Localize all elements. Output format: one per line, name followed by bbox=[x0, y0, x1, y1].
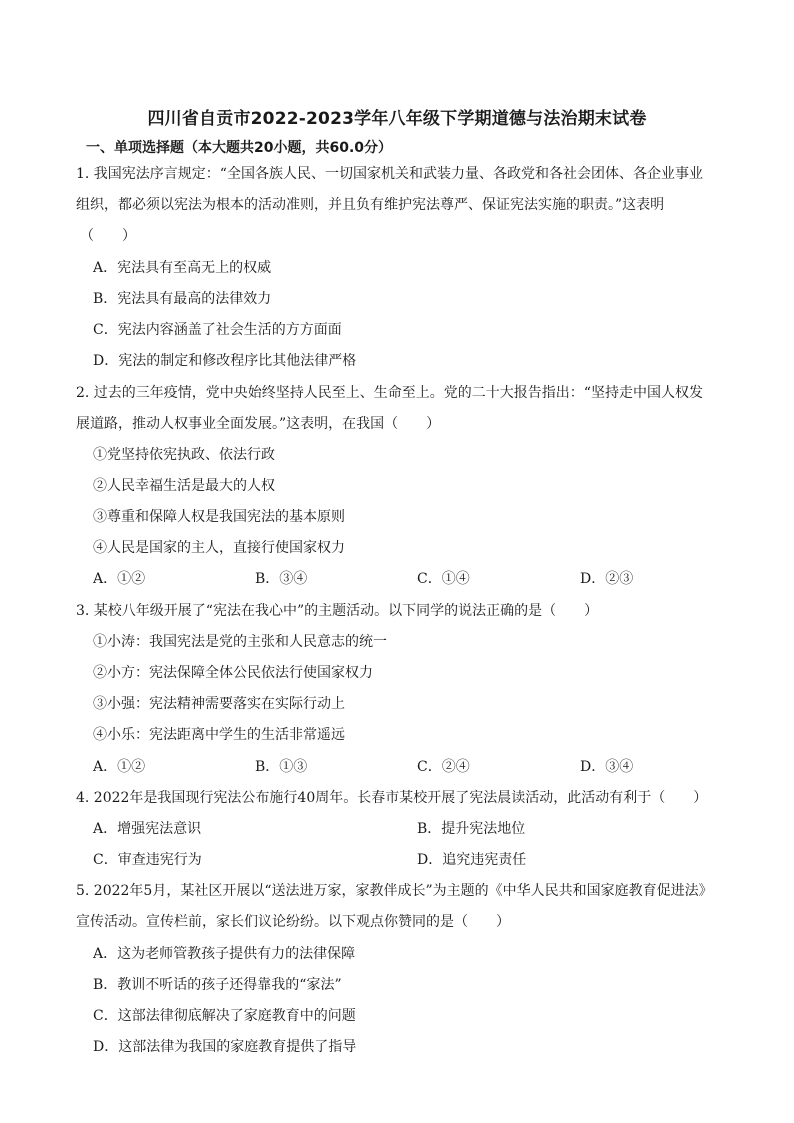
question-3-statement-2: ②小方：宪法保障全体公民依法行使国家权力 bbox=[93, 665, 373, 681]
question-2-statement-4: ④人民是国家的主人，直接行使国家权力 bbox=[93, 540, 345, 556]
question-5-stem-line1: 5. 2022年5月，某社区开展以“送法进万家，家教伴成长”为主题的《中华人民共和国家庭教育促进法》 bbox=[76, 883, 713, 899]
question-1-stem-line1: 1. 我国宪法序言规定：“全国各族人民、一切国家机关和武装力量、各政党和各社会团体、各企业事业 bbox=[76, 166, 703, 182]
question-1-stem-line2: 组织，都必须以宪法为根本的活动准则，并且负有维护宪法尊严、保证宪法实施的职责。”这表明 bbox=[76, 197, 665, 213]
question-2-stem-line1: 2. 过去的三年疫情，党中央始终坚持人民至上、生命至上。党的二十大报告指出：“坚持走中国人权发 bbox=[76, 385, 703, 401]
question-5-option-a: A．这为老师管教孩子提供有力的法律保障 bbox=[93, 946, 356, 962]
question-2-option-b: B．③④ bbox=[255, 571, 308, 587]
question-3-statement-1: ①小涛：我国宪法是党的主张和人民意志的统一 bbox=[93, 634, 387, 650]
question-2-stem-line2: 展道路，推动人权事业全面发展。”这表明，在我国（ ） bbox=[76, 416, 441, 432]
question-5-option-b: B．教训不听话的孩子还得靠我的“家法” bbox=[93, 977, 342, 993]
exam-title: 四川省自贡市2022-2023学年八年级下学期道德与法治期末试卷 bbox=[147, 109, 647, 129]
question-3-statement-3: ③小强：宪法精神需要落实在实际行动上 bbox=[93, 696, 345, 712]
question-5-option-d: D．这部法律为我国的家庭教育提供了指导 bbox=[93, 1039, 357, 1055]
question-5-option-c: C．这部法律彻底解决了家庭教育中的问题 bbox=[93, 1008, 356, 1024]
question-4-option-b: B．提升宪法地位 bbox=[417, 821, 526, 837]
question-3-statement-4: ④小乐：宪法距离中学生的生活非常遥远 bbox=[93, 727, 345, 743]
question-4-option-c: C．审查违宪行为 bbox=[93, 852, 202, 868]
question-3-option-d: D．③④ bbox=[580, 759, 634, 775]
question-2-statement-2: ②人民幸福生活是最大的人权 bbox=[93, 478, 275, 494]
question-2-statement-3: ③尊重和保障人权是我国宪法的基本原则 bbox=[93, 509, 345, 525]
question-1-option-c: C．宪法内容涵盖了社会生活的方方面面 bbox=[93, 322, 342, 338]
question-3-option-a: A．①② bbox=[93, 759, 146, 775]
question-1-option-d: D．宪法的制定和修改程序比其他法律严格 bbox=[93, 353, 357, 369]
question-4-option-a: A．增强宪法意识 bbox=[93, 821, 202, 837]
question-3-stem: 3. 某校八年级开展了“宪法在我心中”的主题活动。以下同学的说法正确的是（ ） bbox=[76, 603, 599, 619]
question-1-blank: （ ） bbox=[80, 228, 136, 244]
question-1-option-b: B．宪法具有最高的法律效力 bbox=[93, 291, 272, 307]
question-1-option-a: A．宪法具有至高无上的权威 bbox=[93, 260, 272, 276]
question-2-option-d: D．②③ bbox=[580, 571, 634, 587]
question-3-option-b: B．①③ bbox=[255, 759, 308, 775]
question-2-option-a: A．①② bbox=[93, 571, 146, 587]
question-5-stem-line2: 宣传活动。宣传栏前，家长们议论纷纷。以下观点你赞同的是（ ） bbox=[76, 914, 510, 930]
question-3-option-c: C．②④ bbox=[417, 759, 470, 775]
question-2-statement-1: ①党坚持依宪执政、依法行政 bbox=[93, 447, 275, 463]
question-4-stem: 4. 2022年是我国现行宪法公布施行40周年。长春市某校开展了宪法晨读活动，此活动有利于（ ） bbox=[76, 790, 708, 806]
question-2-option-c: C．①④ bbox=[417, 571, 470, 587]
section-heading: 一、单项选择题（本大题共20小题，共60.0分） bbox=[86, 140, 393, 156]
question-4-option-d: D．追究违宪责任 bbox=[417, 852, 527, 868]
